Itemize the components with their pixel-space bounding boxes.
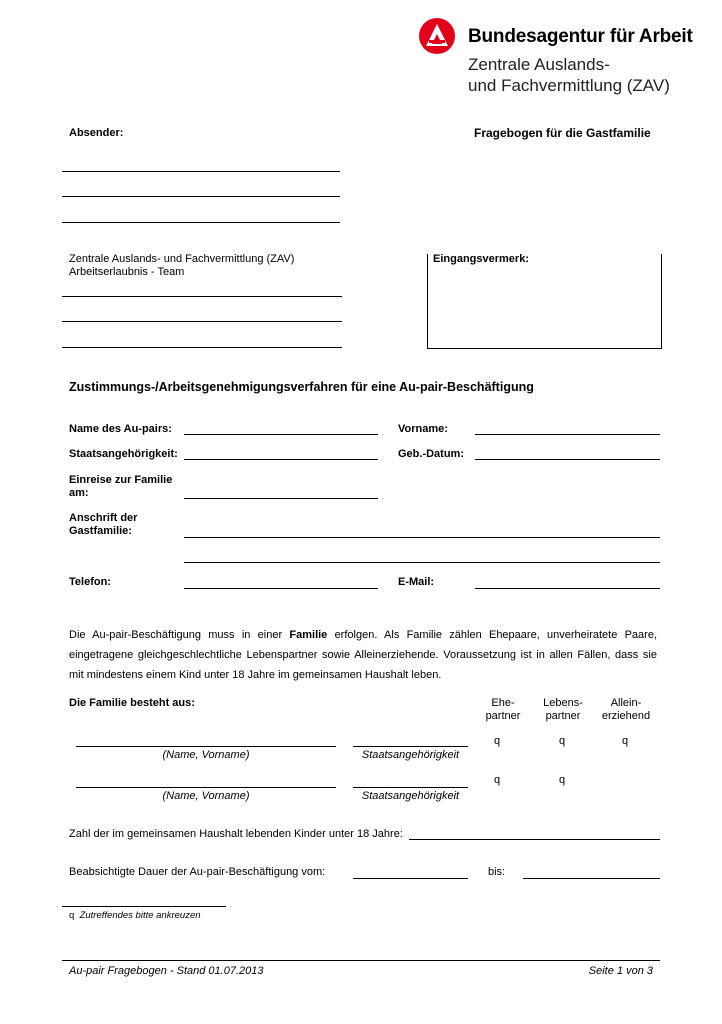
receipt-label: Eingangsvermerk: <box>433 253 529 265</box>
member-2-partner-checkbox[interactable]: q <box>559 774 566 786</box>
sender-label: Absender: <box>69 127 124 139</box>
email-field[interactable] <box>475 588 660 589</box>
page-number: Seite 1 von 3 <box>588 965 653 977</box>
sender-line-2[interactable] <box>62 196 340 197</box>
col-partner-header: Lebens- partner <box>543 697 583 722</box>
member-1-name-caption: (Name, Vorname) <box>162 749 250 761</box>
birthdate-field[interactable] <box>475 459 660 460</box>
footnote-separator <box>62 906 226 907</box>
sender-line-1[interactable] <box>62 171 340 172</box>
member-2-name-field[interactable] <box>76 787 336 788</box>
birthdate-label: Geb.-Datum: <box>398 448 464 460</box>
member-1-nationality-field[interactable] <box>353 746 468 747</box>
address-field-1[interactable] <box>184 537 660 538</box>
member-1-partner-checkbox[interactable]: q <box>559 735 566 747</box>
recipient-line-1: Zentrale Auslands- und Fachvermittlung (ZAV) <box>69 253 295 265</box>
entry-date-field[interactable] <box>184 498 378 499</box>
name-field[interactable] <box>184 434 378 435</box>
duration-from-field[interactable] <box>353 878 468 879</box>
member-1-single-parent-checkbox[interactable]: q <box>622 735 629 747</box>
vorname-field[interactable] <box>475 434 660 435</box>
member-2-name-caption: (Name, Vorname) <box>162 790 250 802</box>
recipient-line-3[interactable] <box>62 296 342 297</box>
duration-until-label: bis: <box>488 866 506 878</box>
form-title: Fragebogen für die Gastfamilie <box>474 126 651 140</box>
col-spouse-header: Ehe- partner <box>485 697 521 722</box>
address-label-1: Anschrift der <box>69 512 138 524</box>
duration-until-field[interactable] <box>523 878 660 879</box>
sender-line-3[interactable] <box>62 222 340 223</box>
children-count-field[interactable] <box>409 839 660 840</box>
member-2-nationality-field[interactable] <box>353 787 468 788</box>
children-label: Zahl der im gemeinsamen Haushalt lebenden Kinder unter 18 Jahre: <box>69 828 403 840</box>
member-1-nationality-caption: Staatsangehörigkeit <box>361 749 460 761</box>
duration-label: Beabsichtigte Dauer der Au-pair-Beschäftigung vom: <box>69 866 326 878</box>
nationality-field[interactable] <box>184 459 378 460</box>
footer-separator <box>62 960 660 961</box>
entry-label-1: Einreise zur Familie <box>69 474 173 486</box>
member-1-name-field[interactable] <box>76 746 336 747</box>
phone-field[interactable] <box>184 588 378 589</box>
col-single-parent-header: Allein- erziehend <box>601 697 651 722</box>
member-2-nationality-caption: Staatsangehörigkeit <box>361 790 460 802</box>
recipient-line-5[interactable] <box>62 347 342 348</box>
family-definition-paragraph: Die Au-pair-Beschäftigung muss in einer Familie erfolgen. Als Familie zählen Ehepaare, unverheiratete Paare, eingetragene gleichgeschlechtliche Lebenspartner sowie Alleinerziehende. Voraussetzung ist in allen Fällen, dass sie mit mindestens einem Kind unter 18 Jahre im gemeinsamen Haushalt leben. <box>69 629 658 681</box>
email-label: E-Mail: <box>398 576 435 588</box>
member-2-spouse-checkbox[interactable]: q <box>494 774 501 786</box>
footer-left: Au-pair Fragebogen - Stand 01.07.2013 <box>69 965 264 977</box>
org-sub-line1: Zentrale Auslands- <box>468 55 610 74</box>
member-1-spouse-checkbox[interactable]: q <box>494 735 501 747</box>
ba-logo-icon <box>419 18 455 54</box>
address-field-2[interactable] <box>184 562 660 563</box>
receipt-box <box>427 254 662 349</box>
recipient-line-2: Arbeitserlaubnis - Team <box>69 266 185 278</box>
phone-label: Telefon: <box>69 576 111 588</box>
org-sub-line2: und Fachvermittlung (ZAV) <box>468 76 670 95</box>
name-label: Name des Au-pairs: <box>69 423 172 435</box>
entry-label-2: am: <box>69 487 89 499</box>
footnote: q Zutreffendes bitte ankreuzen <box>69 910 201 921</box>
section-title: Zustimmungs-/Arbeitsgenehmigungsverfahren für eine Au-pair-Beschäftigung <box>69 380 534 394</box>
address-label-2: Gastfamilie: <box>69 525 132 537</box>
nationality-label: Staatsangehörigkeit: <box>69 448 178 460</box>
recipient-line-4[interactable] <box>62 321 342 322</box>
family-heading: Die Familie besteht aus: <box>69 697 195 709</box>
vorname-label: Vorname: <box>398 423 448 435</box>
org-name: Bundesagentur für Arbeit <box>468 26 693 47</box>
